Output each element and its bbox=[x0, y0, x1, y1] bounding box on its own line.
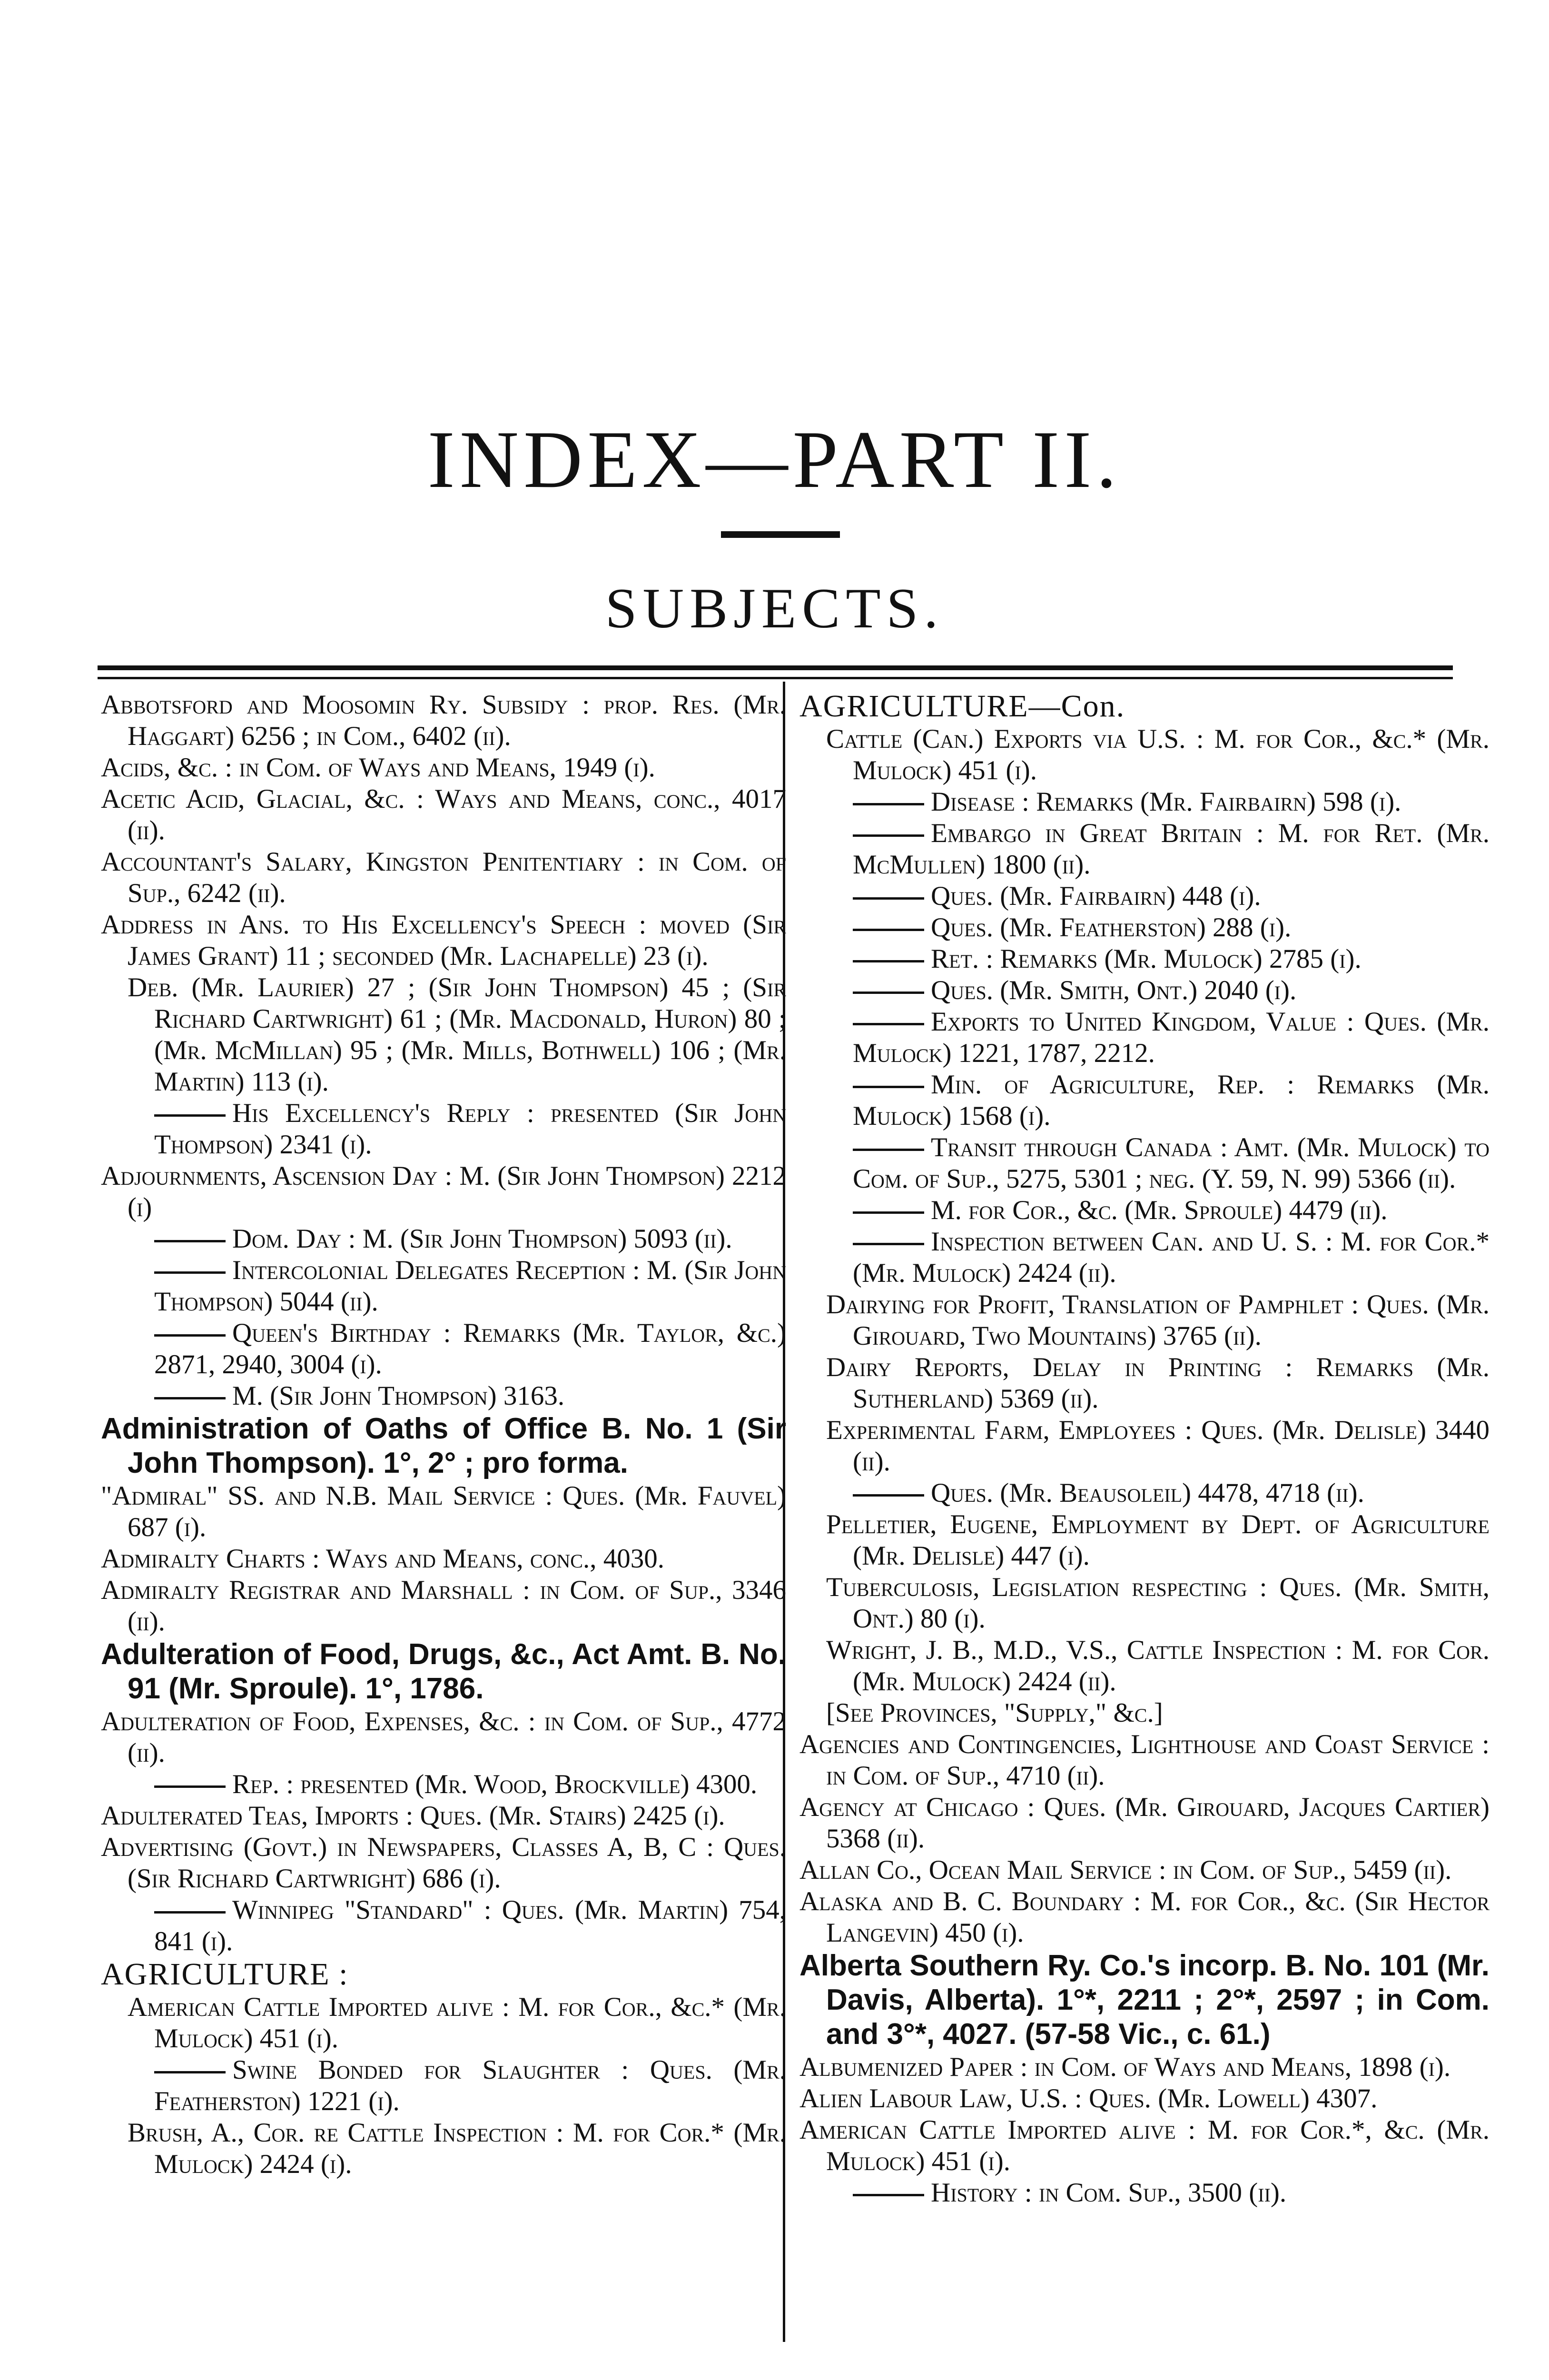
index-entry: Albumenized Paper : in Com. of Ways and Means, 1898 (i). bbox=[799, 2052, 1451, 2082]
index-entry: Alberta Southern Ry. Co.'s incorp. B. No. 101 (Mr. Davis, Alberta). 1°*, 2211 ; 2°*, 2597 ; in Com. and 3°*, 4027. (57-58 Vic., c. 61.) bbox=[799, 1949, 1490, 2051]
index-entry bbox=[799, 1132, 1490, 1195]
ditto-dash bbox=[853, 1211, 924, 1214]
index-entry bbox=[799, 1069, 1490, 1132]
index-entry bbox=[101, 1255, 786, 1318]
index-entry-text: Rep. : presented (Mr. Wood, Brockville) 4300. bbox=[232, 1769, 758, 1799]
index-entry: Admiralty Charts : Ways and Means, conc., 4030. bbox=[101, 1544, 664, 1574]
index-entry bbox=[799, 912, 1490, 943]
ditto-dash bbox=[154, 1271, 226, 1274]
ditto-dash bbox=[154, 1240, 226, 1242]
index-entry: Experimental Farm, Employees : Ques. (Mr. Delisle) 3440 (ii). bbox=[826, 1415, 1490, 1477]
index-entry bbox=[101, 1098, 786, 1160]
ditto-dash bbox=[853, 1243, 924, 1245]
index-entry bbox=[101, 1380, 786, 1412]
index-entry: Alaska and B. C. Boundary : M. for Cor., &c. (Sir Hector Langevin) 450 (i). bbox=[799, 1886, 1490, 1948]
index-entry-text: Min. of Agriculture, Rep. : Remarks (Mr. Mulock) 1568 (i). bbox=[853, 1070, 1490, 1131]
ditto-dash bbox=[154, 1334, 226, 1337]
index-entry-text: Transit through Canada : Amt. (Mr. Mulock) to Com. of Sup., 5275, 5301 ; neg. (Y. 59, N. 99) 5366 (ii). bbox=[853, 1132, 1490, 1194]
index-entry bbox=[101, 1894, 786, 1957]
ditto-dash bbox=[853, 960, 924, 962]
ditto-dash bbox=[853, 1023, 924, 1025]
ditto-dash bbox=[853, 1494, 924, 1497]
index-entry bbox=[799, 1478, 1490, 1509]
ditto-dash bbox=[853, 992, 924, 994]
index-entry: American Cattle Imported alive : M. for Cor.*, &c. (Mr. Mulock) 451 (i). bbox=[799, 2115, 1490, 2176]
index-entry bbox=[799, 975, 1490, 1006]
right-column bbox=[799, 689, 1490, 2209]
index-entry: Dairying for Profit, Translation of Pamphlet : Ques. (Mr. Girouard, Two Mountains) 3765 (ii). bbox=[826, 1289, 1490, 1351]
index-entry bbox=[101, 1318, 786, 1380]
index-entry-text: Ques. (Mr. Smith, Ont.) 2040 (i). bbox=[931, 975, 1297, 1005]
index-entry-text: M. (Sir John Thompson) 3163. bbox=[232, 1381, 565, 1411]
index-entry: Acids, &c. : in Com. of Ways and Means, 1949 (i). bbox=[101, 753, 655, 783]
index-entry: [See Provinces, "Supply," &c.] bbox=[826, 1698, 1163, 1728]
title-rule bbox=[721, 531, 840, 538]
index-entry: Cattle (Can.) Exports via U.S. : M. for Cor., &c.* (Mr. Mulock) 451 (i). bbox=[826, 724, 1490, 785]
index-entry: Allan Co., Ocean Mail Service : in Com. of Sup., 5459 (ii). bbox=[799, 1855, 1452, 1885]
ditto-dash bbox=[154, 1114, 226, 1117]
index-entry bbox=[799, 1226, 1490, 1289]
index-entry: Accountant's Salary, Kingston Penitentiary : in Com. of Sup., 6242 (ii). bbox=[101, 847, 786, 908]
header-rule-thin bbox=[98, 677, 1453, 679]
index-entry: Brush, A., Cor. re Cattle Inspection : M. for Cor.* (Mr. Mulock) 2424 (i). bbox=[128, 2118, 786, 2179]
index-entry-text: Exports to United Kingdom, Value : Ques. (Mr. Mulock) 1221, 1787, 2212. bbox=[853, 1007, 1490, 1068]
index-entry: Agency at Chicago : Ques. (Mr. Girouard, Jacques Cartier) 5368 (ii). bbox=[799, 1792, 1490, 1854]
page-title: INDEX—PART II. bbox=[427, 415, 1122, 505]
index-entry-text: Ques. (Mr. Featherston) 288 (i). bbox=[931, 912, 1292, 942]
left-column bbox=[101, 689, 786, 2180]
index-entry: Adulterated Teas, Imports : Ques. (Mr. Stairs) 2425 (i). bbox=[101, 1801, 725, 1831]
index-entry-text: Inspection between Can. and U. S. : M. for Cor.* (Mr. Mulock) 2424 (ii). bbox=[853, 1227, 1490, 1288]
section-heading: AGRICULTURE : bbox=[101, 1957, 349, 1992]
index-entry: American Cattle Imported alive : M. for Cor., &c.* (Mr. Mulock) 451 (i). bbox=[128, 1992, 786, 2053]
index-entry: Administration of Oaths of Office B. No. 1 (Sir John Thompson). 1°, 2° ; pro forma. bbox=[101, 1412, 786, 1479]
ditto-dash bbox=[154, 1397, 226, 1399]
index-entry-text: Swine Bonded for Slaughter : Ques. (Mr. Featherston) 1221 (i). bbox=[154, 2055, 786, 2116]
index-entry: Deb. (Mr. Laurier) 27 ; (Sir John Thompson) 45 ; (Sir Richard Cartwright) 61 ; (Mr. Macdonald, Huron) 80 ; (Mr. McMillan) 95 ; (Mr. Mills, Bothwell) 106 ; (Mr. Martin) 113 (i). bbox=[128, 972, 786, 1097]
index-entry: Dairy Reports, Delay in Printing : Remarks (Mr. Sutherland) 5369 (ii). bbox=[826, 1352, 1490, 1414]
index-entry: Wright, J. B., M.D., V.S., Cattle Inspection : M. for Cor. (Mr. Mulock) 2424 (ii). bbox=[826, 1635, 1490, 1696]
index-entry bbox=[101, 2054, 786, 2117]
header-rule-thick bbox=[98, 665, 1453, 670]
index-entry: Pelletier, Eugene, Employment by Dept. of Agriculture (Mr. Delisle) 447 (i). bbox=[826, 1509, 1490, 1571]
index-entry bbox=[799, 881, 1490, 912]
index-entry-text: Ques. (Mr. Fairbairn) 448 (i). bbox=[931, 881, 1261, 911]
index-entry-text: Queen's Birthday : Remarks (Mr. Taylor, &c.) 2871, 2940, 3004 (i). bbox=[154, 1318, 786, 1379]
index-entry-text: History : in Com. Sup., 3500 (ii). bbox=[931, 2178, 1287, 2208]
index-entry bbox=[799, 2177, 1490, 2209]
index-entry-text: Embargo in Great Britain : M. for Ret. (Mr. McMullen) 1800 (ii). bbox=[853, 818, 1490, 880]
index-entry-text: Ques. (Mr. Beausoleil) 4478, 4718 (ii). bbox=[931, 1478, 1364, 1508]
index-entry-text: Intercolonial Delegates Reception : M. (Sir John Thompson) 5044 (ii). bbox=[154, 1255, 786, 1317]
index-entry: Advertising (Govt.) in Newspapers, Classes A, B, C : Ques. (Sir Richard Cartwright) 686 (i). bbox=[101, 1832, 786, 1894]
index-entry: Agencies and Contingencies, Lighthouse and Coast Service : in Com. of Sup., 4710 (ii). bbox=[799, 1729, 1490, 1791]
section-heading: AGRICULTURE—Con. bbox=[799, 689, 1125, 724]
ditto-dash bbox=[853, 834, 924, 837]
ditto-dash bbox=[154, 1911, 226, 1914]
index-entry bbox=[799, 1006, 1490, 1069]
index-entry: Abbotsford and Moosomin Ry. Subsidy : prop. Res. (Mr. Haggart) 6256 ; in Com., 6402 (ii). bbox=[101, 690, 786, 751]
index-entry bbox=[799, 943, 1490, 975]
index-entry-text: M. for Cor., &c. (Mr. Sproule) 4479 (ii). bbox=[931, 1195, 1388, 1225]
ditto-dash bbox=[853, 2194, 924, 2196]
ditto-dash bbox=[154, 1785, 226, 1788]
index-entry-text: His Excellency's Reply : presented (Sir John Thompson) 2341 (i). bbox=[154, 1098, 786, 1160]
index-entry: Acetic Acid, Glacial, &c. : Ways and Means, conc., 4017 (ii). bbox=[101, 784, 786, 845]
index-entry: Alien Labour Law, U.S. : Ques. (Mr. Lowell) 4307. bbox=[799, 2083, 1378, 2113]
page-subtitle: SUBJECTS. bbox=[605, 576, 944, 640]
ditto-dash bbox=[853, 803, 924, 805]
index-entry: "Admiral" SS. and N.B. Mail Service : Ques. (Mr. Fauvel) 687 (i). bbox=[101, 1481, 786, 1542]
ditto-dash bbox=[853, 1149, 924, 1151]
ditto-dash bbox=[853, 897, 924, 900]
ditto-dash bbox=[853, 929, 924, 931]
index-entry bbox=[799, 818, 1490, 881]
index-entry: Tuberculosis, Legislation respecting : Ques. (Mr. Smith, Ont.) 80 (i). bbox=[826, 1572, 1490, 1634]
index-entry bbox=[101, 1223, 786, 1255]
index-entry bbox=[799, 786, 1490, 818]
index-entry-text: Disease : Remarks (Mr. Fairbairn) 598 (i). bbox=[931, 787, 1401, 817]
index-entry bbox=[799, 1195, 1490, 1226]
index-entry: Address in Ans. to His Excellency's Speech : moved (Sir James Grant) 11 ; seconded (Mr. Lachapelle) 23 (i). bbox=[101, 910, 786, 971]
index-entry-text: Winnipeg "Standard" : Ques. (Mr. Martin) 754, 841 (i). bbox=[154, 1895, 786, 1956]
index-entry-text: Ret. : Remarks (Mr. Mulock) 2785 (i). bbox=[931, 944, 1362, 974]
ditto-dash bbox=[154, 2071, 226, 2073]
index-entry: Adulteration of Food, Expenses, &c. : in Com. of Sup., 4772 (ii). bbox=[101, 1706, 786, 1768]
index-entry: Adjournments, Ascension Day : M. (Sir John Thompson) 2212 (i) bbox=[101, 1161, 786, 1222]
index-entry: Adulteration of Food, Drugs, &c., Act Amt. B. No. 91 (Mr. Sproule). 1°, 1786. bbox=[101, 1638, 786, 1705]
index-entry-text: Dom. Day : M. (Sir John Thompson) 5093 (ii). bbox=[232, 1224, 732, 1254]
ditto-dash bbox=[853, 1086, 924, 1088]
index-entry: Admiralty Registrar and Marshall : in Com. of Sup., 3346 (ii). bbox=[101, 1575, 786, 1636]
index-entry bbox=[101, 1769, 786, 1800]
